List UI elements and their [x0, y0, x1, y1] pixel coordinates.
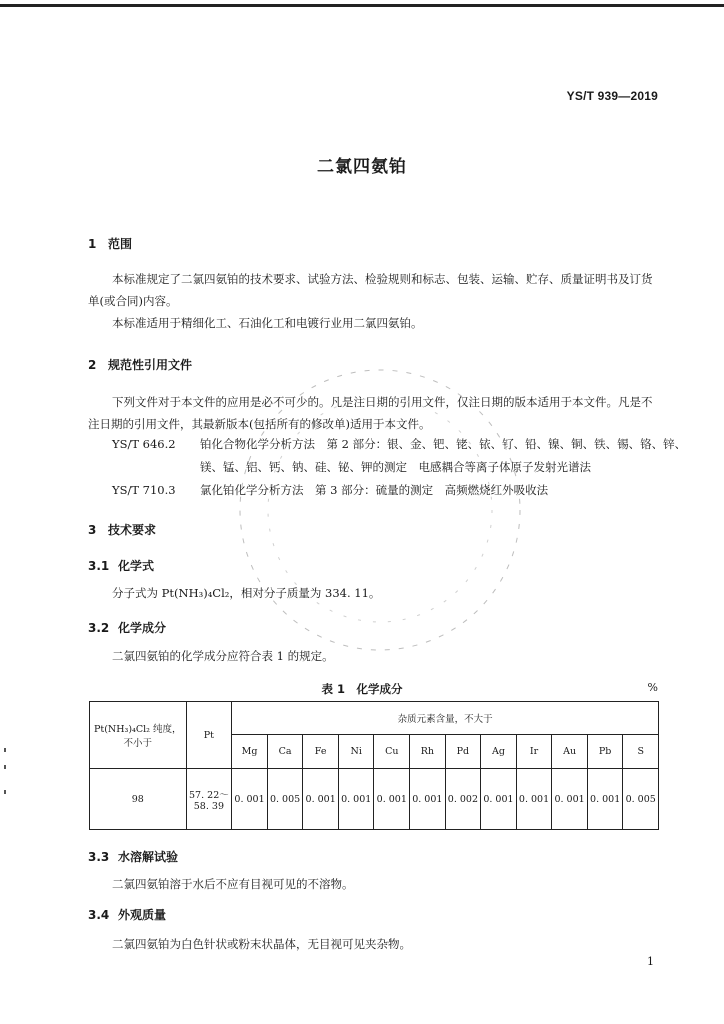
section-3-3-heading [88, 848, 178, 865]
pt-range-line-2: 58. 39 [193, 800, 224, 812]
reference-1 [112, 436, 686, 452]
pt-header: Pt [186, 702, 232, 769]
reference-text: 氯化铂化学分析方法 第 3 部分：硫量的测定 高频燃烧红外吸收法 [200, 483, 549, 497]
impurity-value: 0. 001 [338, 769, 374, 830]
purity-value: 98 [90, 769, 187, 830]
section-title: 化学式 [118, 559, 155, 573]
element-header: Rh [410, 735, 446, 769]
section-title: 水溶解试验 [118, 850, 179, 864]
impurity-value: 0. 001 [410, 769, 446, 830]
element-header: Pb [587, 735, 623, 769]
element-header: Fe [303, 735, 339, 769]
section-number: 3.3 [88, 850, 110, 864]
section-1-heading [88, 235, 132, 252]
impurity-value: 0. 001 [552, 769, 588, 830]
section-3-4-paragraph: 二氯四氨铂为白色针状或粉末状晶体，无目视可见夹杂物。 [112, 937, 411, 951]
document-title: 二氯四氨铂 [317, 157, 407, 177]
section-number: 3 [88, 523, 97, 537]
purity-header-line-2: 不小于 [123, 738, 153, 749]
reference-code: YS/T 646.2 [112, 437, 176, 451]
reference-2 [112, 482, 548, 498]
impurity-value: 0. 005 [623, 769, 659, 830]
section-number: 3.1 [88, 559, 110, 573]
table-unit: % [647, 681, 658, 694]
section-3-3-paragraph: 二氯四氨铂溶于水后不应有目视可见的不溶物。 [112, 877, 354, 891]
impurity-value: 0. 005 [267, 769, 303, 830]
element-header: Ni [338, 735, 374, 769]
chemical-composition-table [89, 701, 659, 830]
section-title: 技术要求 [108, 523, 157, 537]
impurity-value: 0. 002 [445, 769, 481, 830]
element-header: Cu [374, 735, 410, 769]
element-header: Au [552, 735, 588, 769]
element-header: Mg [232, 735, 268, 769]
margin-mark [4, 748, 6, 752]
pt-range-line-1: 57. 22～ [189, 789, 229, 801]
section-2-heading [88, 356, 192, 373]
element-header: Pd [445, 735, 481, 769]
section-3-2-paragraph: 二氯四氨铂的化学成分应符合表 1 的规定。 [112, 649, 334, 663]
section-number: 3.2 [88, 621, 110, 635]
element-header: Ca [267, 735, 303, 769]
impurity-value: 0. 001 [587, 769, 623, 830]
top-rule [0, 4, 724, 7]
reference-1-continued: 镁、锰、铝、钙、钠、硅、铋、钾的测定 电感耦合等离子体原子发射光谱法 [200, 460, 591, 474]
section-title: 外观质量 [118, 908, 167, 922]
impurity-value: 0. 001 [481, 769, 517, 830]
impurity-header: 杂质元素含量，不大于 [232, 702, 659, 735]
impurity-value: 0. 001 [374, 769, 410, 830]
purity-header-line-1: Pt(NH₃)₄Cl₂ 纯度， [94, 724, 182, 735]
table-row [90, 769, 659, 830]
pt-range [186, 769, 232, 830]
reference-code: YS/T 710.3 [112, 483, 176, 497]
section-number: 1 [88, 237, 97, 251]
section-3-2-heading [88, 619, 166, 636]
section-3-heading [88, 521, 156, 538]
table-caption: 表 1 化学成分 [321, 682, 403, 696]
section-title: 规范性引用文件 [108, 358, 193, 372]
page-number: 1 [647, 955, 654, 968]
impurity-value: 0. 001 [516, 769, 552, 830]
section-number: 2 [88, 358, 97, 372]
standard-code: YS/T 939—2019 [566, 89, 658, 103]
section-2-intro: 下列文件对于本文件的应用是必不可少的。凡是注日期的引用文件，仅注日期的版本适用于本文件。凡是不注日期的引用文件，其最新版本(包括所有的修改单)适用于本文件。 [88, 395, 653, 431]
section-3-1-paragraph: 分子式为 Pt(NH₃)₄Cl₂，相对分子质量为 334. 11。 [112, 586, 381, 600]
reference-text: 铂化合物化学分析方法 第 2 部分：银、金、钯、铑、铱、钌、铅、镍、铜、铁、锡、铬、锌、 [200, 437, 687, 451]
purity-header [90, 702, 187, 769]
section-title: 范围 [108, 237, 133, 251]
section-3-1-heading [88, 557, 154, 574]
margin-mark [4, 790, 6, 794]
section-3-4-heading [88, 906, 166, 923]
section-title: 化学成分 [118, 621, 167, 635]
section-1-paragraph-1: 本标准规定了二氯四氨铂的技术要求、试验方法、检验规则和标志、包装、运输、贮存、质量证明书及订货单(或合同)内容。 [88, 272, 653, 308]
element-header: Ag [481, 735, 517, 769]
impurity-value: 0. 001 [303, 769, 339, 830]
element-header: Ir [516, 735, 552, 769]
section-number: 3.4 [88, 908, 110, 922]
element-header: S [623, 735, 659, 769]
margin-mark [4, 765, 6, 769]
impurity-value: 0. 001 [232, 769, 268, 830]
section-1-paragraph-2: 本标准适用于精细化工、石油化工和电镀行业用二氯四氨铂。 [112, 316, 423, 330]
